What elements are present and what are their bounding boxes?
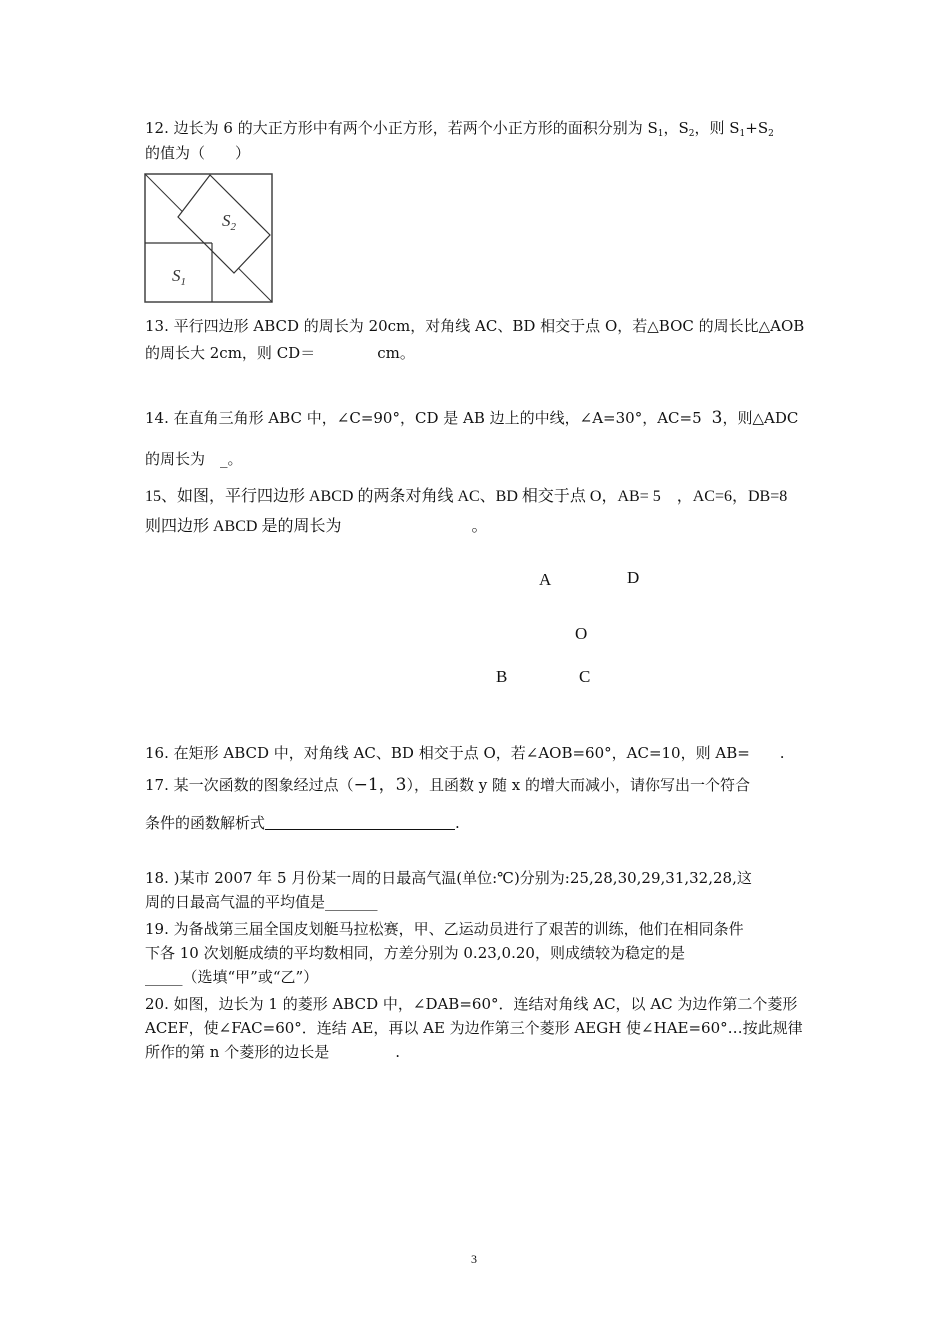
point-label-d: D [627, 568, 640, 587]
q19-line1: 19. 为备战第三届全国皮划艇马拉松赛，甲、乙运动员进行了艰苦的训练，他们在相同条件 [145, 920, 744, 938]
q17-line2: 条件的函数解析式 . [145, 814, 460, 832]
q15-line1: 15、如图，平行四边形 ABCD 的两条对角线 AC、BD 相交于点 O，AB= 5 ，AC=6，DB=8 [145, 488, 788, 505]
s2-label: $S_2$ [222, 211, 236, 233]
q19-line2: 下各 10 次划艇成绩的平均数相同，方差分别为 0.23,0.20，则成绩较为稳定的是 [145, 944, 685, 962]
q20-line1: 20. 如图，边长为 1 的菱形 ABCD 中，∠DAB=60°．连结对角线 AC，以 AC 为边作第二个菱形 [145, 995, 798, 1013]
q12-line2: 的值为（ ） [145, 144, 251, 162]
point-label-c: C [579, 667, 591, 686]
s1-label: $S_1$ [172, 266, 186, 288]
square-figure [144, 173, 274, 305]
q14-line2: 的周长为 _。 [145, 450, 243, 468]
q13-line1: 13. 平行四边形 ABCD 的周长为 20cm，对角线 AC、BD 相交于点 O，若△BOC 的周长比△AOB [145, 317, 805, 335]
point-label-a: A [539, 570, 552, 589]
q19-line3: _____（选填“甲”或“乙”） [145, 968, 319, 986]
q14-line1: 14. 在直角三角形 ABC 中，∠C=90°，CD 是 AB 边上的中线，∠A=30°，AC=5 3，则△ADC [145, 408, 799, 428]
q18-line1: 18. )某市 2007 年 5 月份某一周的日最高气温(单位:℃)分别为:25,28,30,29,31,32,28,这 [145, 869, 752, 887]
q16-line: 16. 在矩形 ABCD 中，对角线 AC、BD 相交于点 O，若∠AOB=60°，AC=10，则 AB= . [145, 744, 785, 762]
q12-line1: 12. 边长为 6 的大正方形中有两个小正方形，若两个小正方形的面积分别为 $S_1$，$S_2$，则 $S_1+S_2$ [145, 119, 774, 139]
q18-line2: 周的日最高气温的平均值是_______ [145, 893, 378, 911]
point-label-b: B [496, 667, 508, 686]
q15-line2: 则四边形 ABCD 是的周长为 。 [145, 518, 488, 535]
answer-blank [265, 815, 455, 830]
q17-line1: 17. 某一次函数的图象经过点（−1，3），且函数 y 随 x 的增大而减小，请你写出一个符合 [145, 775, 751, 795]
point-label-o: O [575, 624, 588, 643]
q20-line2: ACEF，使∠FAC=60°．连结 AE，再以 AE 为边作第三个菱形 AEGH 使∠HAE=60°…按此规律 [145, 1019, 803, 1037]
page-number: 3 [471, 1252, 477, 1266]
q17-point: −1，3 [353, 775, 407, 795]
q20-line3: 所作的第 n 个菱形的边长是 . [145, 1043, 400, 1061]
q13-line2: 的周长大 2cm，则 CD＝ cm。 [145, 344, 415, 362]
sqrt-radicand: 3 [711, 408, 723, 428]
